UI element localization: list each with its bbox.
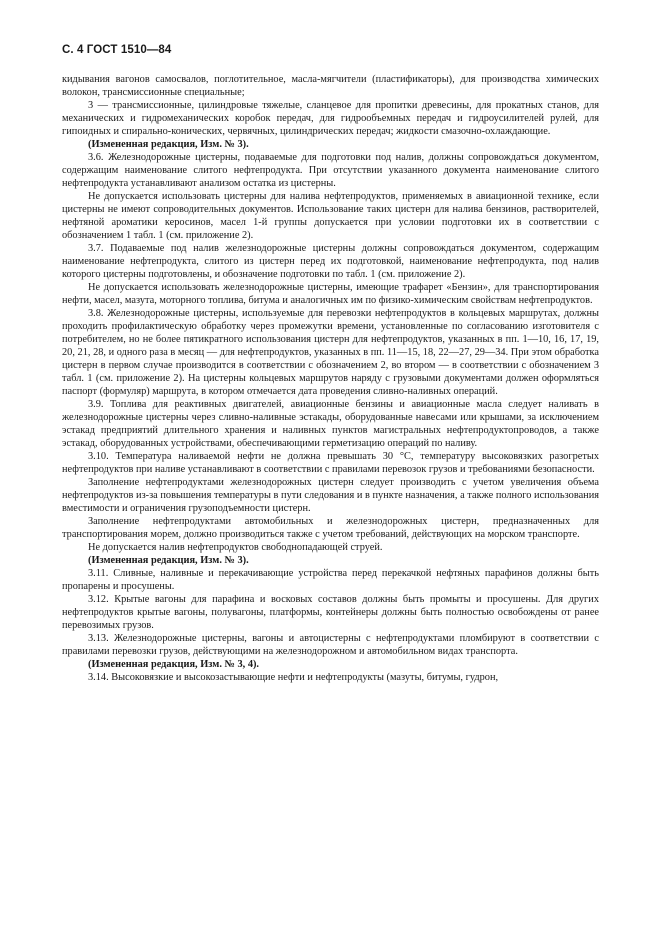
paragraph: 3.14. Высоковязкие и высокозастывающие нефти и нефтепродукты (мазуты, битумы, гудрон, (88, 672, 499, 683)
paragraph: Заполнение нефтепродуктами железнодорожных цистерн следует производить с учетом увеличения объема нефтепродуктов из-за повышения температуры в пути следования и в пункте назначения, а также полного использования вместимости и ограничения грузоподъемности цистерн. (62, 477, 599, 514)
paragraph: Заполнение нефтепродуктами автомобильных и железнодорожных цистерн, предназначенных для транспортирования морем, должно производиться также с учетом требований, действующих на морском транспорте. (62, 516, 599, 540)
amendment-note: (Измененная редакция, Изм. № 3). (88, 555, 249, 566)
paragraph: 3.8. Железнодорожные цистерны, используемые для перевозки нефтепродуктов в кольцевых маршрутах, должны проходить профилактическую обработку через промежутки времени, установленные по согласованию изготовителя с потребителем, но не более пятикратного использования цистерн для нефтепродуктов, указанных в пп. 1—10, 16, 17, 19, 20, 21, 28, и одного раза в месяц — для нефтепродуктов, указанных в пп. 11—15, 18, 22—27, 29—34. При этом обработка цистерн в первом случае производится в соответствии с обозначением 2, во втором — в соответствии с обозначением 3 табл. 1 (см. приложение 2). На цистерны кольцевых маршрутов наряду с грузовыми документами должен оформляться паспорт (формуляр) маршрута, в котором отмечается дата проведения сливно-наливных операций. (62, 308, 599, 397)
paragraph: Не допускается использовать цистерны для налива нефтепродуктов, применяемых в авиационной технике, если цистерны не имеют сопроводительных документов. Использование таких цистерн для налива бензинов, растворителей, нефтяной ароматики керосинов, масел 1-й группы допускается при условии подготовки их в соответствии с обозначением 1 табл. 1 (см. приложение 2). (62, 191, 599, 241)
paragraph: 3.7. Подаваемые под налив железнодорожные цистерны должны сопровождаться документом, содержащим наименование нефтепродукта, слитого из цистерн перед их подготовкой, наименование нефтепродукта, под налив которого цистерны подготовлены, и обозначение подготовки по табл. 1 (см. приложение 2). (62, 243, 599, 280)
document-page (62, 44, 599, 684)
paragraph: 3.6. Железнодорожные цистерны, подаваемые для подготовки под налив, должны сопровождаться документом, содержащим наименование слитого нефтепродукта. При отсутствии указанного документа наименование слитого нефтепродукта устанавливают анализом остатка из цистерны. (62, 152, 599, 189)
paragraph: 3.10. Температура наливаемой нефти не должна превышать 30 °С, температуру высоковязких разогретых нефтепродуктов при наливе устанавливают в соответствии с правилами перевозок грузов и требованиями безопасности. (62, 451, 599, 475)
paragraph: 3.11. Сливные, наливные и перекачивающие устройства перед перекачкой нефтяных парафинов должны быть пропарены и просушены. (62, 568, 599, 592)
document-body (62, 73, 599, 684)
paragraph: 3.12. Крытые вагоны для парафина и восковых составов должны быть промыты и просушены. Для других нефтепродуктов крытые вагоны, полувагоны, платформы, контейнеры должны быть полностью освобождены от ранее перевозимых грузов. (62, 594, 599, 631)
page-header: С. 4 ГОСТ 1510—84 (62, 44, 172, 56)
paragraph: 3 — трансмиссионные, цилиндровые тяжелые, сланцевое для пропитки древесины, для прокатных станов, для механических и гидромеханических коробок передач, для гидрообъемных передач и гидроусилителей рулей, для гипоидных и спирально-конических, червячных, цилиндрических передач; жидкости смазочно-охлаждающие. (62, 100, 599, 137)
paragraph: 3.9. Топлива для реактивных двигателей, авиационные бензины и авиационные масла следует наливать в железнодорожные цистерны через сливно-наливные эстакады, оборудованные навесами или крышами, за исключением эстакад предприятий длительного хранения и наливных пунктов магистральных нефтепродуктопроводов, а также эстакад, оборудованных устройствами, обеспечивающими герметизацию операций по наливу. (62, 399, 599, 449)
amendment-note: (Измененная редакция, Изм. № 3). (88, 139, 249, 150)
amendment-note: (Измененная редакция, Изм. № 3, 4). (88, 659, 260, 670)
paragraph: 3.13. Железнодорожные цистерны, вагоны и автоцистерны с нефтепродуктами пломбируют в соответствии с правилами перевозки грузов, действующими на железнодорожном и автомобильном видах транспорта. (62, 633, 599, 657)
paragraph: Не допускается использовать железнодорожные цистерны, имеющие трафарет «Бензин», для транспортирования нефти, масел, мазута, моторного топлива, битума и аналогичных им по физико-химическим свойствам нефтепродуктов. (62, 282, 599, 306)
paragraph: кидывания вагонов самосвалов, поглотительное, масла-мягчители (пластификаторы), для производства химических волокон, трансмиссионные специальные; (62, 74, 599, 98)
paragraph: Не допускается налив нефтепродуктов свободнопадающей струей. (88, 542, 383, 553)
